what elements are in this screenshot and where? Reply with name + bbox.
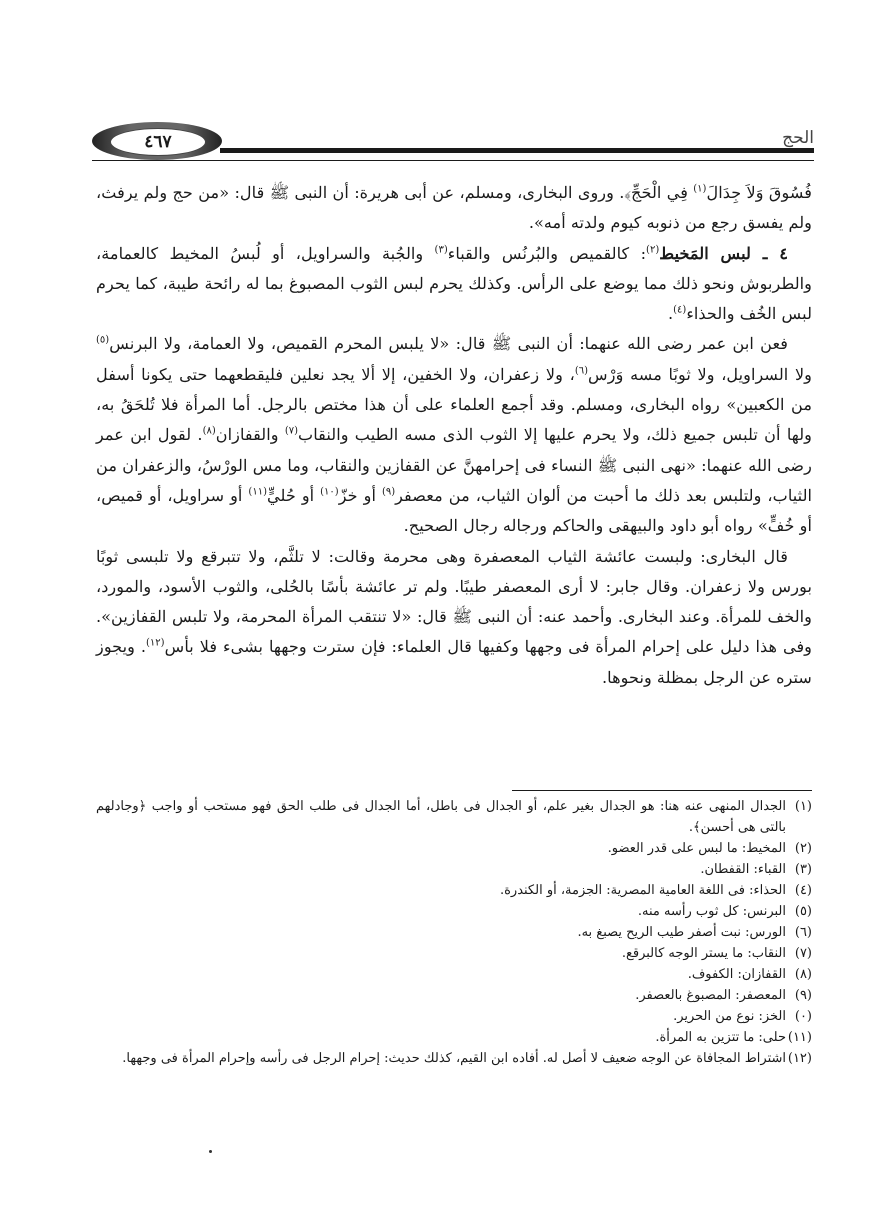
footnote-number: (٢) xyxy=(794,841,812,856)
section-heading: ٤ ـ لبس المَخيط xyxy=(659,243,789,263)
text-run: فُسُوقَ وَلاَ جِدَالَ xyxy=(706,183,812,202)
footnote xyxy=(96,1027,812,1048)
footnote-ref: (٦) xyxy=(574,365,589,377)
footnote-number: (٠) xyxy=(794,1009,812,1024)
footnote-separator xyxy=(512,790,812,791)
text-run: : كالقميص والبُرنُس والقباء xyxy=(447,243,647,263)
paragraph-1 xyxy=(96,178,812,239)
footnote-text: البرنس: كل ثوب رأسه منه. xyxy=(637,904,786,919)
footnote-number: (٦) xyxy=(794,925,812,940)
text-run: . لقول ابن عمر رضى الله عنهما: «نهى النبى ﷺ النساء فى إحرامهنَّ عن القفازين والنقاب، وما مس الورْسُ، والزعفران من الثياب، ولتلبس بعد ذلك ما أحبت من ألوان الثياب، من معصفر xyxy=(96,425,812,505)
footnote-ref: (١٢) xyxy=(146,638,165,650)
footnote xyxy=(96,1006,812,1027)
footnote xyxy=(96,796,812,838)
text-run: . ويجوز ستره عن الرجل بمظلة ونحوها. xyxy=(96,637,812,687)
text-run: فِي الْحَجِّ﴾. وروى البخارى، ومسلم، عن أبى هريرة: أن النبى ﷺ قال: «من حج ولم يرفث، ولم يفسق رجع من ذنوبه كيوم ولدته أمه». xyxy=(96,183,812,233)
footnote-ref: (٨) xyxy=(202,425,216,437)
paragraph-3 xyxy=(96,329,812,541)
footnote xyxy=(96,901,812,922)
text-run: والجُبة والسراويل، أو لُبسُ المخيط كالعمامة، والطربوش ونحو ذلك مما يوضع على الرأس. وكذلك يحرم لبس الثوب المصبوغ بما له رائحة طيبة، كما يحرم لبس الخُف والحذاء xyxy=(96,243,812,324)
footnote-text: الورس: نبت أصفر طيب الريح يصبغ به. xyxy=(577,925,786,940)
footnote-text: المعصفر: المصبوغ بالعصفر. xyxy=(635,988,786,1003)
footnote xyxy=(96,922,812,943)
footnote-ref: (١) xyxy=(693,183,707,195)
footnote-ref: (٣) xyxy=(434,244,448,256)
footnotes xyxy=(96,796,812,1069)
print-speck xyxy=(209,1150,212,1153)
footnote-number: (٩) xyxy=(794,988,812,1003)
footnote xyxy=(96,964,812,985)
text-run: قال البخارى: ولبست عائشة الثياب المعصفرة وهى محرمة وقالت: لا تلثَّم، ولا تتبرقع ولا تلبسى ثوبًا بورس ولا زعفران. وقال جابر: لا أرى المعصفر طيبًا. ولم تر عائشة بأسًا بالحُلى، والثوب الأسود، والمورد، والخف للمرأة. وعند البخارى. وأحمد عنه: أن النبى ﷺ قال: «لا تنتقب المرأة المحرمة، ولا تلبس القفازين». وفى هذا دليل على إحرام المرأة فى وجهها وكفيها قال العلماء: فإن سترت وجهها بشىء فلا بأس xyxy=(96,546,812,657)
text-run: فعن ابن عمر رضى الله عنهما: أن النبى ﷺ قال: «لا يلبس المحرم القميص، ولا العمامة، ولا البرنس xyxy=(109,334,788,354)
paragraph-2 xyxy=(96,239,812,330)
footnote-number: (١٢) xyxy=(787,1051,812,1066)
footnote-number: (٣) xyxy=(794,862,812,877)
footnote xyxy=(96,985,812,1006)
paragraph-4 xyxy=(96,542,812,693)
footnote-text: الجدال المنهى عنه هنا: هو الجدال بغير علم، أو الجدال فى باطل، أما الجدال فى طلب الحق فهو مستحب أو واجب ﴿وجادلهم بالتى هى أحسن﴾. xyxy=(96,799,787,835)
page-number-ornament xyxy=(92,122,222,160)
footnote-text: القباء: القفطان. xyxy=(700,862,786,877)
text-run: أو خزّ xyxy=(338,485,382,505)
text-run: ، ولا زعفران، ولا الخفين، إلا ألا يجد نعلين فليقطعهما حتى يكونا أسفل من الكعبين» رواه البخارى، ومسلم. وقد أجمع العلماء على أن هذا مختص بالرجل. أما المرأة فلا تُلحَقُ به، ولها أن تلبس جميع ذلك، ولا يحرم عليها إلا الثوب الذى مسه الطيب والنقاب xyxy=(96,364,812,445)
header-rule-thin xyxy=(92,160,814,161)
text-run: والقفازان xyxy=(215,425,285,445)
footnote xyxy=(96,859,812,880)
footnote-ref: (٩) xyxy=(381,486,396,498)
text-run: ولا السراويل، ولا ثوبًا مسه وَرْس xyxy=(588,364,813,384)
footnote-text: حلى: ما تتزين به المرأة. xyxy=(655,1030,786,1045)
footnote-ref: (٥) xyxy=(96,335,110,347)
footnote-text: الحذاء: فى اللغة العامية المصرية: الجزمة، أو الكندرة. xyxy=(499,883,786,898)
footnote xyxy=(96,880,812,901)
footnote-text: اشتراط المجافاة عن الوجه ضعيف لا أصل له. أفاده ابن القيم، كذلك حديث: إحرام الرجل فى رأسه وإحرام المرأة فى وجهها. xyxy=(122,1051,786,1066)
footnote-text: النقاب: ما يستر الوجه كالبرقع. xyxy=(621,946,786,961)
footnote-number: (٨) xyxy=(794,967,812,982)
footnote-text: القفازان: الكفوف. xyxy=(687,967,786,982)
footnote-ref: (٤) xyxy=(673,304,687,316)
text-run: أو حُليٍّ xyxy=(266,485,321,505)
footnote xyxy=(96,1048,812,1069)
running-title: الحج xyxy=(782,128,814,148)
footnote-ref: (١١) xyxy=(248,486,267,498)
page-number: ٤٦٧ xyxy=(110,128,206,156)
footnote xyxy=(96,838,812,859)
text-run: . xyxy=(667,304,674,324)
footnote-ref: (٧) xyxy=(284,425,299,437)
footnote-ref: (٢) xyxy=(646,244,660,256)
footnote-number: (١) xyxy=(794,799,812,814)
footnote-number: (٧) xyxy=(794,946,812,961)
text-run: أو سراويل، أو قميص، أو خُفٍّ» رواه أبو داود والبيهقى والحاكم ورجاله رجال الصحيح. xyxy=(96,485,812,536)
footnote xyxy=(96,943,812,964)
footnote-text: المخيط: ما لبس على قدر العضو. xyxy=(607,841,786,856)
footnote-number: (٥) xyxy=(794,904,812,919)
main-text xyxy=(96,178,812,693)
footnote-number: (٤) xyxy=(794,883,812,898)
footnote-number: (١١) xyxy=(787,1030,812,1045)
footnote-ref: (١٠) xyxy=(320,486,339,498)
footnote-text: الخز: نوع من الحرير. xyxy=(673,1009,786,1024)
header-rule-thick xyxy=(220,148,814,153)
page-header xyxy=(92,118,814,168)
